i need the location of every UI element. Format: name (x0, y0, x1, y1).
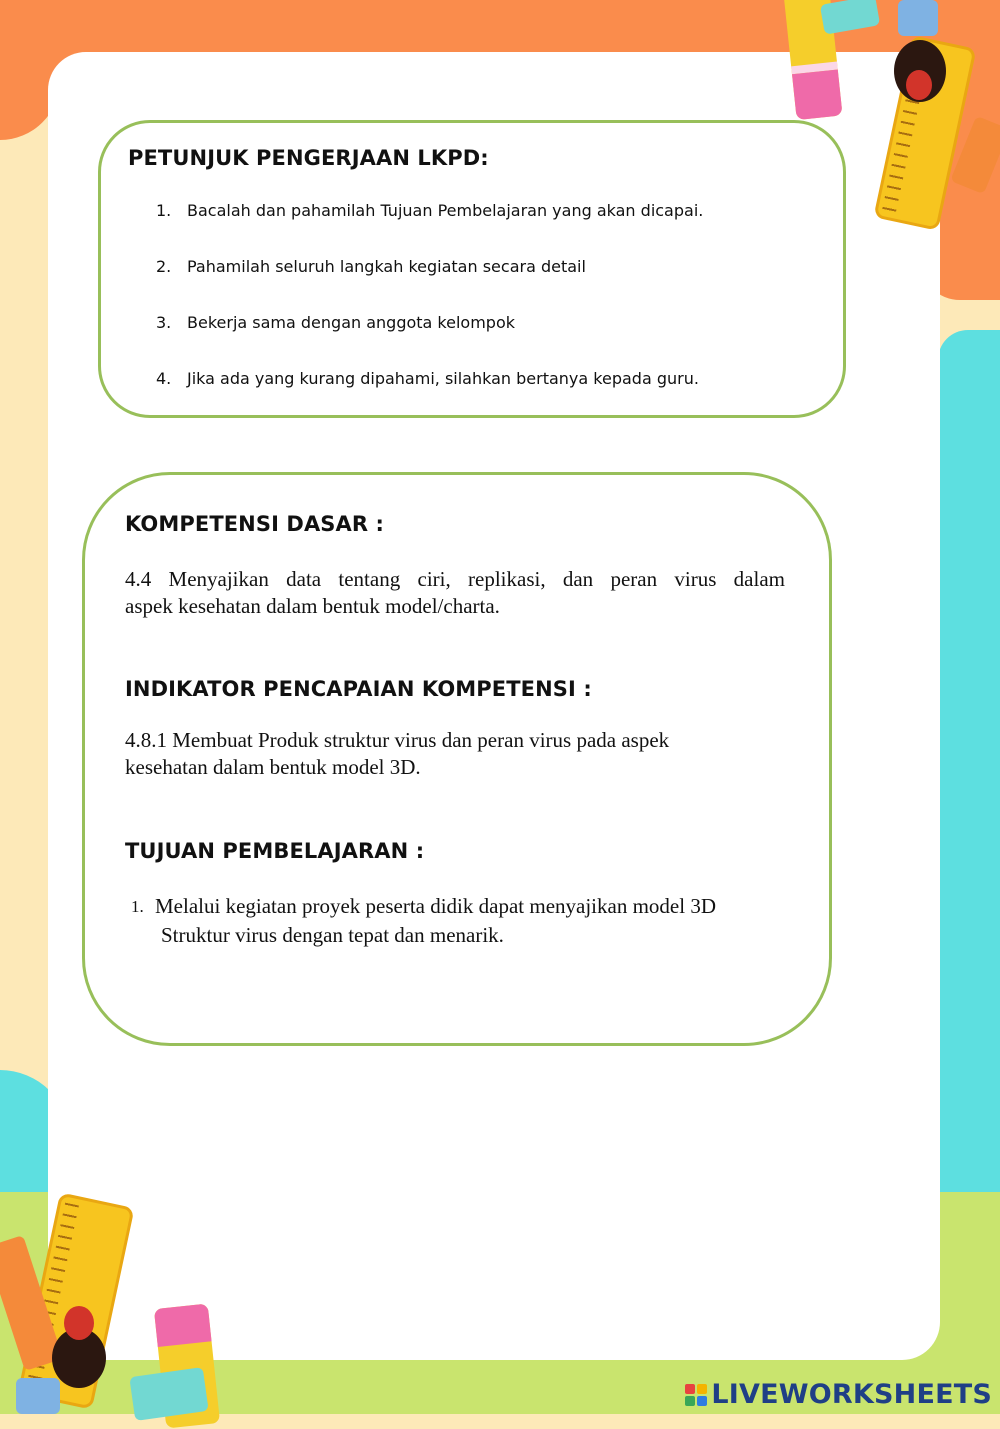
paint-drop-bottom-icon (64, 1306, 94, 1340)
indicator-line-2: kesehatan dalam bentuk model 3D. (125, 755, 421, 779)
objective-line-1: Melalui kegiatan proyek peserta didik dapat menyajikan model 3D (155, 894, 716, 918)
paint-tube-top-icon (898, 0, 938, 36)
competency-line-2: aspek kesehatan dalam bentuk model/charta. (125, 594, 500, 618)
instructions-title: PETUNJUK PENGERJAAN LKPD: (128, 146, 489, 170)
paint-tube-bottom-icon (16, 1378, 60, 1414)
indicator-line-1: 4.8.1 Membuat Produk struktur virus dan peran virus pada aspek (125, 728, 670, 752)
instruction-step: 4. Jika ada yang kurang dipahami, silahkan bertanya kepada guru. (156, 369, 699, 388)
objective-number: 1. (131, 897, 144, 916)
teal-right-band (938, 330, 1000, 1200)
instruction-step: 1. Bacalah dan pahamilah Tujuan Pembelajaran yang akan dicapai. (156, 201, 704, 220)
competency-line-1: 4.4 Menyajikan data tentang ciri, replikasi, dan peran virus dalam (125, 567, 785, 591)
instruction-step: 2. Pahamilah seluruh langkah kegiatan secara detail (156, 257, 586, 276)
logo-badge-icon (685, 1384, 707, 1406)
indicator-title: INDIKATOR PENCAPAIAN KOMPETENSI : (125, 677, 592, 701)
competency-title: KOMPETENSI DASAR : (125, 512, 385, 536)
instruction-step: 3. Bekerja sama dengan anggota kelompok (156, 313, 515, 332)
liveworksheets-logo (685, 1379, 992, 1410)
objective-title: TUJUAN PEMBELAJARAN : (125, 839, 425, 863)
logo-text: LIVEWORKSHEETS (711, 1379, 992, 1410)
paint-drop-top-icon (906, 70, 932, 100)
objective-line-2: Struktur virus dengan tepat dan menarik. (161, 923, 504, 947)
